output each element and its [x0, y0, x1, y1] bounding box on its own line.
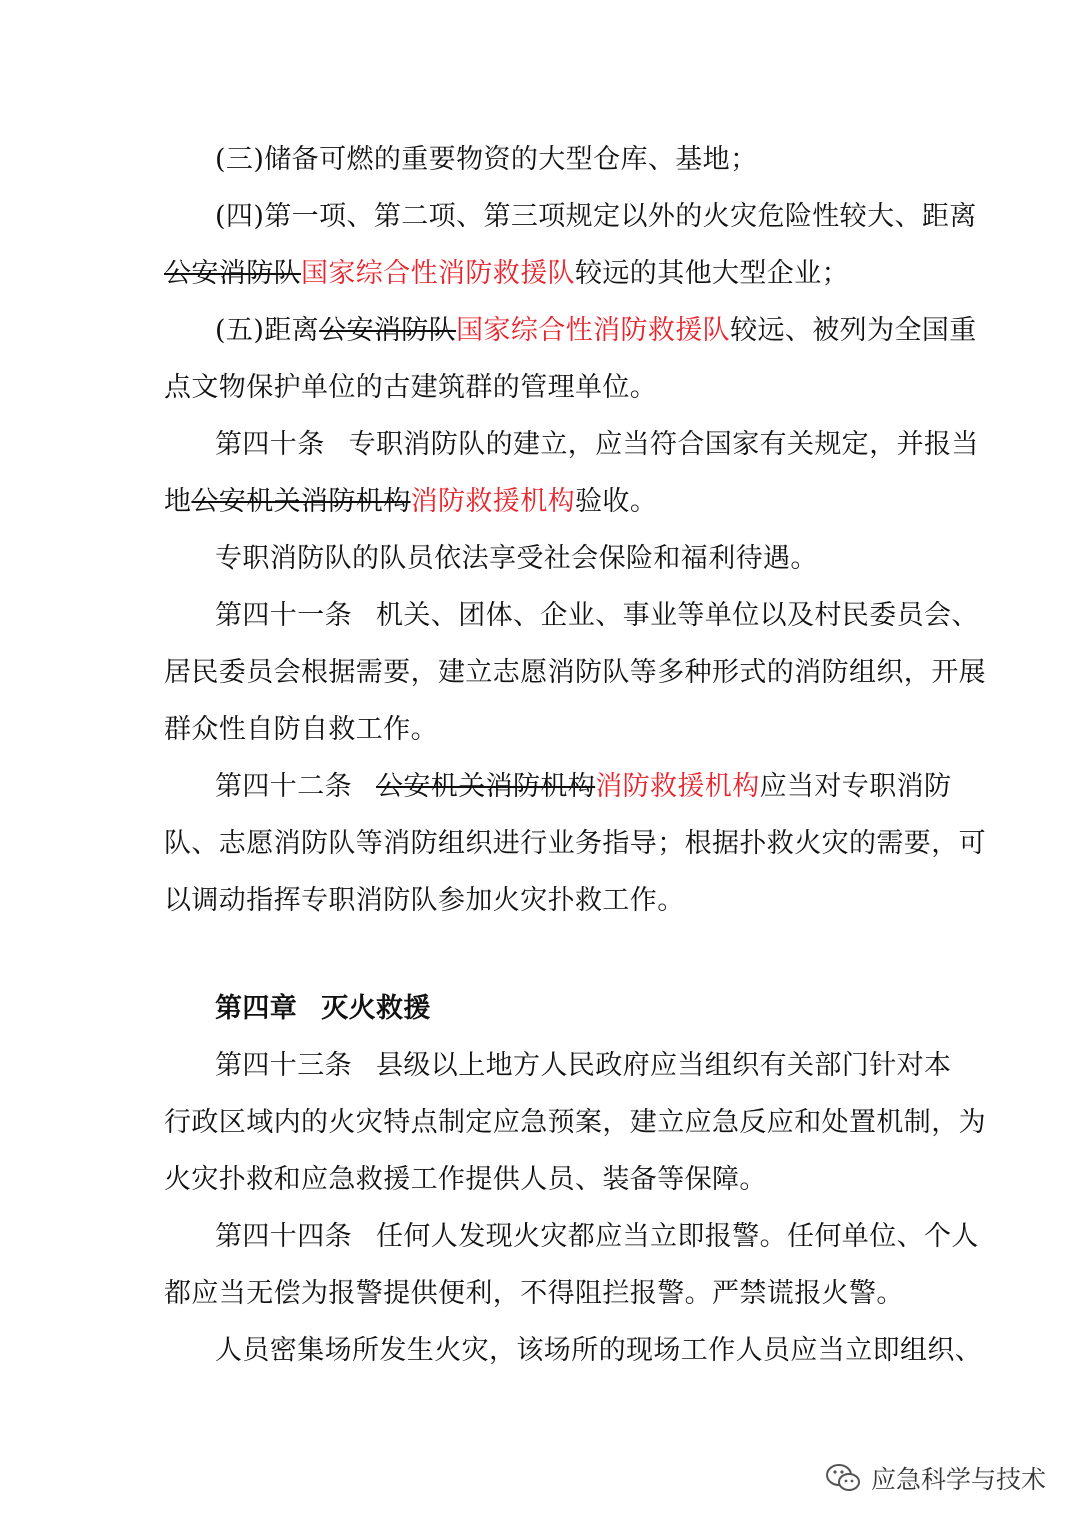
text-segment: 应当对专职消防 [759, 771, 952, 802]
text-segment: 队、志愿消防队等消防组织进行业务指导；根据扑救火灾的需要，可 [164, 828, 986, 859]
text-line [215, 1046, 952, 1086]
text-line [215, 1331, 983, 1371]
text-segment: 专职消防队的队员依法享受社会保险和福利待遇。 [215, 543, 818, 574]
text-segment: 第四十二条 [215, 771, 352, 802]
deleted-text: 公安消防队 [164, 258, 301, 289]
text-segment: 县级以上地方人民政府应当组织有关部门针对本 [376, 1050, 952, 1081]
chapter-heading: 第四章 [215, 993, 298, 1024]
text-line [164, 824, 986, 864]
text-segment: 第四十一条 [215, 600, 352, 631]
deleted-text: 公安机关消防机构 [191, 486, 411, 517]
text-segment: 第四十三条 [215, 1050, 352, 1081]
deleted-text: 公安消防队 [319, 315, 457, 346]
text-segment: 都应当无偿为报警提供便利，不得阻拦报警。严禁谎报火警。 [164, 1278, 904, 1309]
text-segment: 行政区域内的火灾特点制定应急预案，建立应急反应和处置机制，为 [164, 1107, 986, 1138]
text-line [215, 767, 952, 807]
text-segment: 人员密集场所发生火灾，该场所的现场工作人员应当立即组织、 [215, 1335, 983, 1366]
text-segment: 群众性自防自救工作。 [164, 714, 438, 745]
text-segment: 居民委员会根据需要，建立志愿消防队等多种形式的消防组织，开展 [164, 657, 986, 688]
text-segment: 点文物保护单位的古建筑群的管理单位。 [164, 372, 658, 403]
deleted-text: 公安机关消防机构 [376, 771, 596, 802]
wechat-icon [825, 1462, 861, 1494]
text-segment: 火灾扑救和应急救援工作提供人员、装备等保障。 [164, 1164, 767, 1195]
text-line [164, 1103, 986, 1143]
text-line [215, 1217, 979, 1257]
text-segment: 验收。 [575, 486, 658, 517]
text-segment: (四)第一项、第二项、第三项规定以外的火灾危险性较大、距离 [215, 201, 977, 232]
text-line [164, 368, 924, 408]
text-segment: 较远、被列为全国重 [730, 315, 977, 346]
text-segment: 机关、团体、企业、事业等单位以及村民委员会、 [376, 600, 979, 631]
text-segment: 第四十四条 [215, 1221, 352, 1252]
text-segment: 任何人发现火灾都应当立即报警。任何单位、个人 [376, 1221, 979, 1252]
text-line [164, 1160, 924, 1200]
text-line [164, 1274, 924, 1314]
text-line [215, 425, 979, 465]
text-line [164, 881, 924, 921]
inserted-text: 国家综合性消防救援队 [301, 258, 575, 289]
text-line [164, 710, 924, 750]
text-segment: 以调动指挥专职消防队参加火灾扑救工作。 [164, 885, 685, 916]
text-line [215, 596, 979, 636]
chapter-heading: 灭火救援 [321, 993, 431, 1024]
inserted-text: 消防救援机构 [595, 771, 760, 802]
text-segment: (三)储备可燃的重要物资的大型仓库、基地； [215, 144, 758, 175]
text-segment: (五)距离 [215, 315, 320, 346]
text-segment: 地 [164, 486, 192, 517]
text-segment: 第四十条 [215, 429, 325, 460]
inserted-text: 国家综合性消防救援队 [456, 315, 731, 346]
text-line [164, 482, 924, 522]
watermark-text: 应急科学与技术 [870, 1465, 1046, 1494]
text-line [215, 989, 924, 1029]
text-line [164, 653, 986, 693]
text-segment: 专职消防队的建立，应当符合国家有关规定，并报当 [348, 429, 979, 460]
text-line [215, 311, 977, 351]
text-line [215, 197, 977, 237]
text-line [215, 140, 924, 180]
inserted-text: 消防救援机构 [410, 486, 576, 517]
text-line [215, 539, 924, 579]
text-line [164, 254, 924, 294]
text-segment: 较远的其他大型企业； [575, 258, 849, 289]
watermark [825, 1458, 1046, 1498]
